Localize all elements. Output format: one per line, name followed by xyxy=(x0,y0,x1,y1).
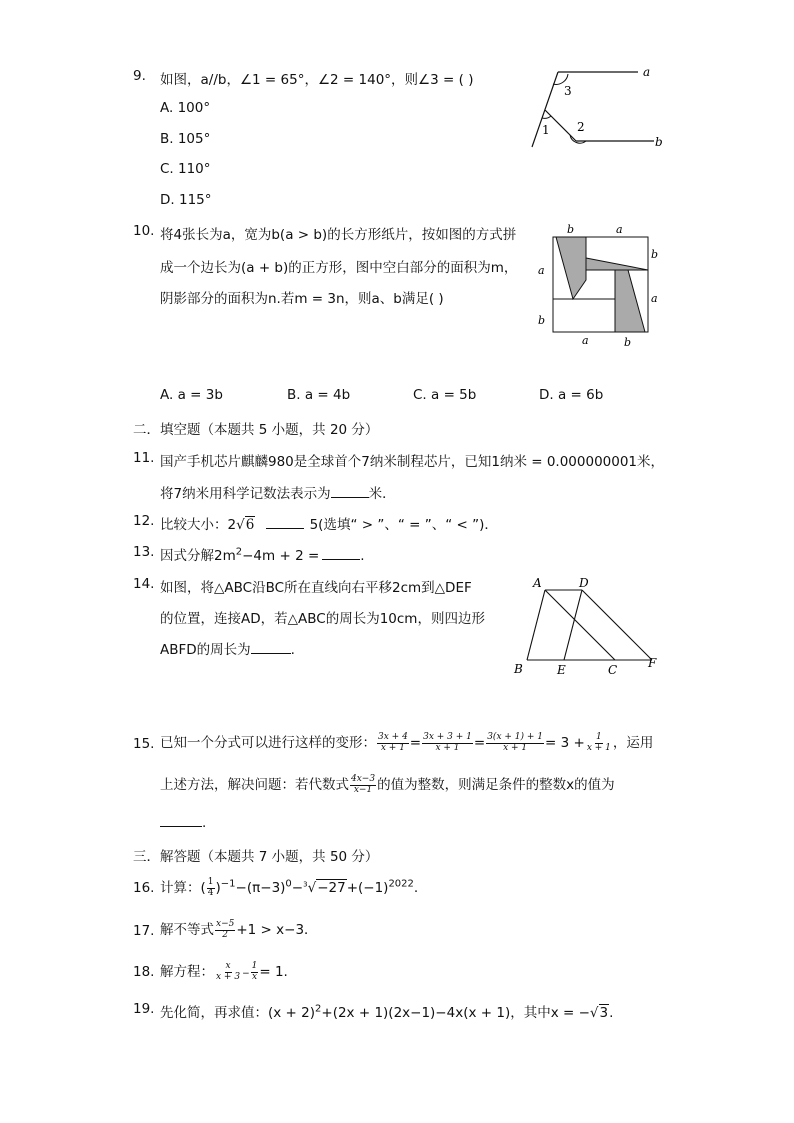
q13-answer-blank[interactable] xyxy=(322,547,360,560)
q10-line3: 阴影部分的面积为n.若m = 3n，则a、b满足( ) xyxy=(160,291,444,307)
q10-label-right-a: a xyxy=(651,292,658,305)
q13-pre: 因式分解2m xyxy=(160,548,236,564)
q10-label-left-b: b xyxy=(538,314,546,327)
q17-fraction: $\frac{x-5}{2}$ xyxy=(216,919,235,940)
q16-minus: − xyxy=(291,880,304,896)
q10-label-bottom-a: a xyxy=(582,334,589,347)
q17-number: 17. xyxy=(133,923,155,939)
q9-label-b: b xyxy=(655,135,663,149)
q10-line2: 成一个边长为(a + b)的正方形，图中空白部分的面积为m， xyxy=(160,260,518,276)
q18-fraction-2: $\frac{1}{x}$ xyxy=(251,961,258,982)
q9-option-b: B. 105° xyxy=(160,131,211,147)
q18-number: 18. xyxy=(133,964,155,980)
q15-answer-blank[interactable] xyxy=(160,814,202,827)
q10-option-b: B. a = 4b xyxy=(287,387,351,403)
q15-equals-3: = 3 + xyxy=(545,735,585,751)
q18-minus: − xyxy=(242,969,250,979)
q16-pi-term: −(π−3) xyxy=(235,880,286,896)
q12-radical-sign: √ xyxy=(236,517,245,533)
q15-fraction-2: $\frac{3x + 3 + 1}{x + 1}$ xyxy=(423,732,472,753)
q16-fraction: $\frac{1}{4}$ xyxy=(207,877,214,898)
q15-fraction-3: $\frac{3(x + 1) + 1}{x + 1}$ xyxy=(487,732,544,753)
q19-pre: 先化简，再求值：(x + 2) xyxy=(160,1005,316,1021)
q14-label-E: E xyxy=(557,663,566,677)
q14-line2: 的位置，连接AD，若△ABC的周长为10cm，则四边形 xyxy=(160,611,485,627)
q15-line2-text: 上述方法，解决问题：若代数式 xyxy=(160,777,349,793)
q16-line xyxy=(160,876,418,898)
q14-line3 xyxy=(160,638,295,658)
q15-line1 xyxy=(160,731,653,753)
q15-line2-text-b: 的值为整数，则满足条件的整数x的值为 xyxy=(377,777,615,793)
q9-stem: 如图，a//b，∠1 = 65°，∠2 = 140°，则∠3 = ( ) xyxy=(160,72,474,88)
q9-label-angle1: 1 xyxy=(542,123,550,137)
q18-line xyxy=(160,960,288,982)
q11-line2-text: 将7纳米用科学记数法表示为 xyxy=(160,486,331,502)
q15-pre: 已知一个分式可以进行这样的变形： xyxy=(160,735,376,751)
q12-answer-blank[interactable] xyxy=(266,516,304,529)
q12-pre: 比较大小：2 xyxy=(160,517,237,533)
q19-end: . xyxy=(609,1005,614,1021)
q10-option-a: A. a = 3b xyxy=(160,387,223,403)
q10-label-left-a: a xyxy=(538,264,545,277)
q16-pre: 计算：( xyxy=(160,880,206,896)
section-2-heading: 二．填空题（本题共 5 小题，共 20 分） xyxy=(133,422,379,438)
q17-post: +1 > x−3． xyxy=(236,922,318,938)
q19-radical-sign: √ xyxy=(589,1005,599,1021)
q10-label-bottom-b: b xyxy=(624,336,632,349)
q14-label-A: A xyxy=(533,576,542,590)
q12-radicand: 6 xyxy=(245,517,255,533)
q15-fraction-5: $\frac{4x-3}{x-1}$ xyxy=(351,774,376,795)
q18-pre: 解方程： xyxy=(160,964,214,980)
q9-label-angle3: 3 xyxy=(564,84,572,98)
q14-line3-text: ABFD的周长为 xyxy=(160,642,251,658)
q16-paren: ) xyxy=(215,880,221,896)
q15-line3-end: . xyxy=(202,815,207,831)
q10-option-c: C. a = 5b xyxy=(413,387,477,403)
q11-line1: 国产手机芯片麒麟980是全球首个7纳米制程芯片，已知1纳米 = 0.000000001米， xyxy=(160,454,665,470)
q15-equals-1: = xyxy=(409,735,422,751)
q10-label-right-b: b xyxy=(651,248,659,261)
q10-number: 10. xyxy=(133,223,155,239)
q15-fraction-4: $\frac{1}{x + 1}$ xyxy=(586,732,611,753)
q14-answer-blank[interactable] xyxy=(251,641,291,654)
q16-number: 16. xyxy=(133,880,155,896)
q14-line1: 如图，将△ABC沿BC所在直线向右平移2cm到△DEF xyxy=(160,580,472,596)
q13-line xyxy=(160,544,365,564)
q14-label-B: B xyxy=(514,662,523,676)
q16-radicand: −27 xyxy=(317,880,346,896)
q15-number: 15. xyxy=(133,736,155,752)
q15-fraction-1: $\frac{3x + 4}{x + 1}$ xyxy=(378,732,408,753)
q10-label-top-b: b xyxy=(567,223,575,236)
q15-line3 xyxy=(160,814,206,831)
q15-line2 xyxy=(160,773,615,795)
q18-fraction-1: $\frac{x}{x + 3}$ xyxy=(216,961,241,982)
q10-option-d: D. a = 6b xyxy=(539,387,604,403)
q10-label-top-a: a xyxy=(616,223,623,236)
q19-exponent: 2 xyxy=(315,1003,322,1015)
q17-line xyxy=(160,918,318,940)
q13-end: . xyxy=(360,548,365,564)
q13-exponent: 2 xyxy=(235,546,243,558)
q12-post: 5(选填“ > ”、“ = ”、“ < ”)． xyxy=(309,517,498,533)
q14-line3-end: . xyxy=(290,642,295,658)
q14-translation-figure xyxy=(505,570,670,680)
q18-post: = 1. xyxy=(259,964,288,980)
q13-post: −4m + 2 = xyxy=(242,548,320,564)
q10-square-figure xyxy=(528,220,668,350)
q16-root-index: 3 xyxy=(303,880,308,889)
q9-label-angle2: 2 xyxy=(577,120,585,134)
q11-unit: 米． xyxy=(368,486,396,502)
q16-exp-1: −1 xyxy=(220,878,236,890)
q10-line1: 将4张长为a，宽为b(a > b)的长方形纸片，按如图的方式拼 xyxy=(160,227,517,243)
q19-mid: +(2x + 1)(2x−1)−4x(x + 1)，其中x = − xyxy=(321,1005,590,1021)
q16-exp-2: 0 xyxy=(285,878,292,890)
q9-parallel-lines-figure xyxy=(520,60,670,155)
q19-radicand: 3 xyxy=(599,1005,609,1021)
q16-radical-sign: √ xyxy=(307,880,317,896)
q12-line xyxy=(160,513,498,533)
q14-label-D: D xyxy=(579,576,589,590)
q9-number: 9. xyxy=(133,68,146,84)
q9-label-a: a xyxy=(643,65,651,79)
q11-line2 xyxy=(160,482,396,502)
q16-exp-3: 2022 xyxy=(388,878,414,890)
q14-number: 14. xyxy=(133,576,155,592)
section-3-heading: 三．解答题（本题共 7 小题，共 50 分） xyxy=(133,849,379,865)
q11-answer-blank[interactable] xyxy=(331,485,369,498)
q16-power-term: +(−1) xyxy=(346,880,389,896)
q14-label-F: F xyxy=(648,656,657,670)
q12-number: 12. xyxy=(133,513,155,529)
q15-equals-2: = xyxy=(473,735,486,751)
q19-number: 19. xyxy=(133,1001,155,1017)
q11-number: 11. xyxy=(133,450,155,466)
q9-option-a: A. 100° xyxy=(160,100,211,116)
q17-pre: 解不等式 xyxy=(160,922,214,938)
q14-label-C: C xyxy=(608,663,618,677)
q9-option-c: C. 110° xyxy=(160,161,211,177)
q16-end: . xyxy=(413,880,419,896)
q19-line xyxy=(160,1001,613,1021)
q15-post: ，运用 xyxy=(612,735,654,751)
q9-option-d: D. 115° xyxy=(160,192,212,208)
q13-number: 13. xyxy=(133,544,155,560)
